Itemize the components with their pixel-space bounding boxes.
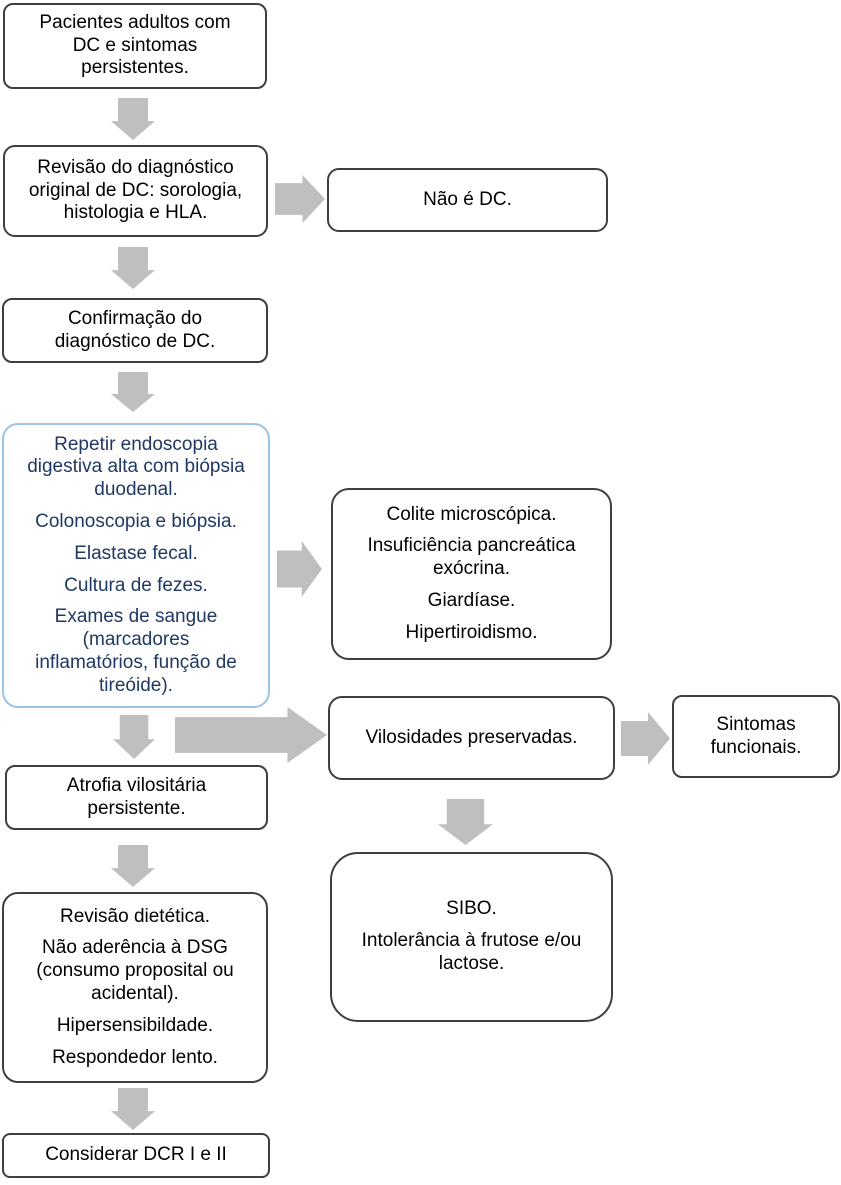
- arrow-down-icon: [111, 1088, 155, 1130]
- differential-item: Insuficiência pancreática exócrina.: [367, 535, 576, 580]
- arrow-down-icon: [111, 372, 155, 412]
- arrow-down-icon: [438, 799, 493, 845]
- arrow-right-icon: [277, 541, 322, 597]
- box-diagnosis-review: [3, 145, 268, 237]
- diet-review-item: Respondedor lento.: [52, 1046, 218, 1068]
- differential-item: Giardíase.: [427, 589, 516, 611]
- box-consider-dcr-text: Considerar DCR I e II: [45, 1144, 227, 1166]
- arrow-down-icon: [111, 98, 155, 140]
- arrow-down-icon: [111, 845, 155, 887]
- differential-item: Colite microscópica.: [386, 503, 557, 525]
- differential-item: Hipertiroidismo.: [405, 621, 538, 643]
- box-functional-symptoms: [672, 695, 840, 778]
- workup-item: Repetir endoscopia digestiva alta com biópsia duodenal.: [27, 433, 245, 501]
- arrow-down-icon: [113, 715, 155, 759]
- arrow-down-icon: [111, 247, 155, 289]
- box-villous-atrophy: [5, 765, 268, 830]
- workup-item: Cultura de fezes.: [64, 574, 208, 596]
- box-workup-tests: [2, 423, 270, 708]
- box-patients-with-dc: [3, 3, 267, 89]
- workup-item: Exames de sangue (marcadores inflamatórios, função de tireóide).: [35, 606, 237, 696]
- box-differential-diagnoses: [331, 488, 612, 660]
- workup-item: Elastase fecal.: [74, 542, 198, 564]
- box-not-dc-text: Não é DC.: [423, 188, 512, 210]
- sibo-item: SIBO.: [446, 898, 497, 920]
- box-not-dc: [327, 168, 608, 232]
- diet-review-item: Hipersensibildade.: [56, 1014, 214, 1036]
- box-villous-atrophy-text: Atrofia vilositária persistente.: [66, 774, 207, 819]
- box-dc-confirmation: [2, 298, 268, 363]
- box-patients-text: Pacientes adultos com DC e sintomas persistentes.: [39, 11, 231, 79]
- diet-review-item: Não aderência à DSG (consumo proposital ou acidental).: [36, 937, 234, 1004]
- box-villi-preserved: [328, 696, 615, 780]
- sibo-item: Intolerância à frutose e/ou lactose.: [361, 930, 582, 974]
- arrow-right-icon: [275, 175, 325, 223]
- diet-review-item: Revisão dietética.: [60, 905, 210, 927]
- arrow-right-icon: [175, 707, 327, 763]
- box-dc-confirmation-text: Confirmação do diagnóstico de DC.: [54, 307, 216, 352]
- box-diagnosis-review-text: Revisão do diagnóstico original de DC: sorologia, histologia e HLA.: [28, 156, 243, 224]
- box-consider-dcr: [2, 1133, 270, 1178]
- box-functional-symptoms-text: Sintomas funcionais.: [710, 713, 802, 758]
- arrow-right-icon: [621, 712, 670, 765]
- box-sibo-intolerance: [330, 852, 613, 1022]
- workup-item: Colonoscopia e biópsia.: [35, 510, 237, 532]
- box-villi-preserved-text: Vilosidades preservadas.: [365, 726, 578, 748]
- box-diet-review: [2, 892, 268, 1083]
